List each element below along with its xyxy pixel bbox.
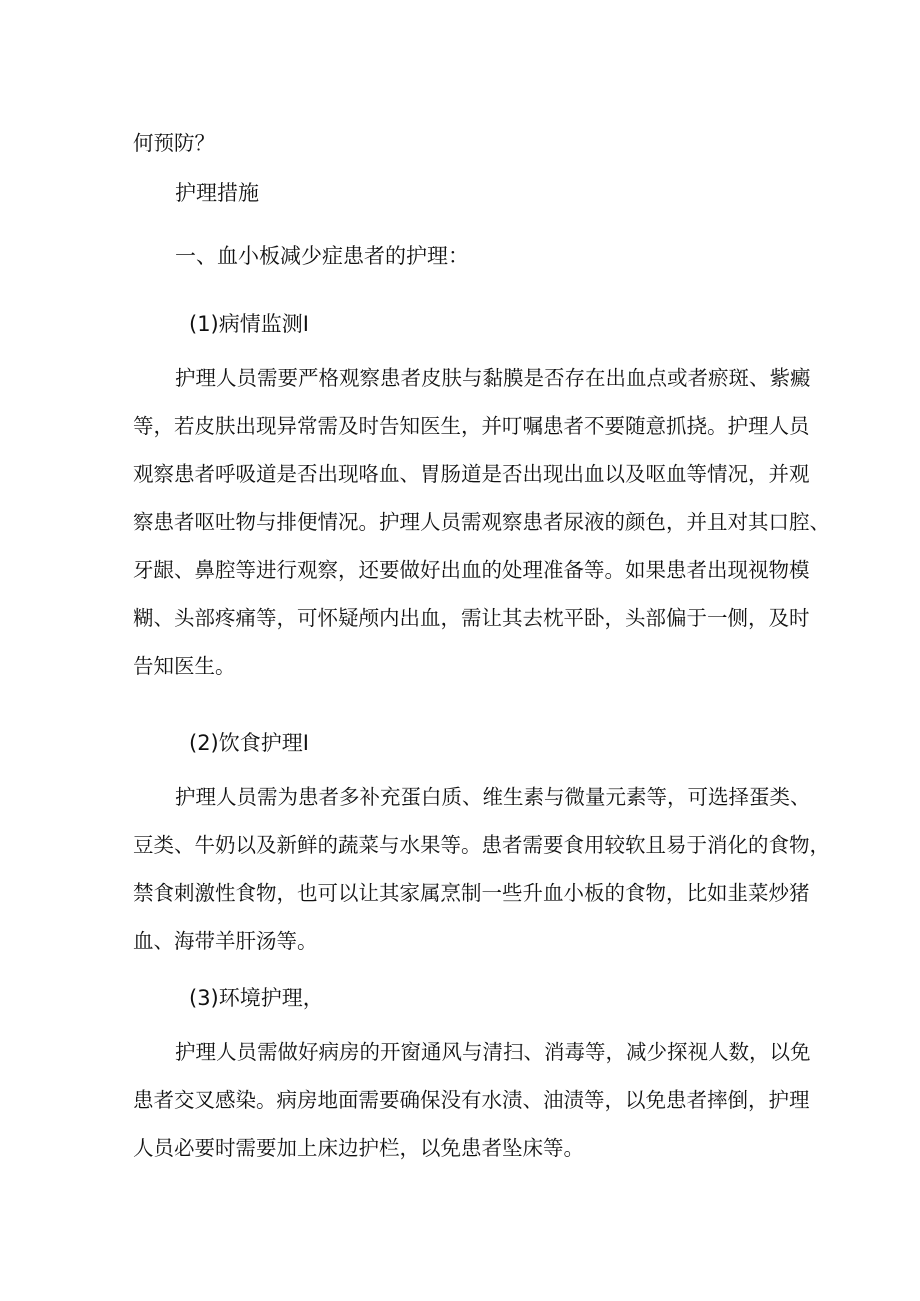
paragraph-line: 护理人员需做好病房的开窗通风与清扫、消毒等，减少探视人数，以免: [175, 1040, 811, 1064]
paragraph-line: 等，若皮肤出现异常需及时告知医生，并叮嘱患者不要随意抓挠。护理人员: [133, 414, 810, 438]
intro-fragment: 何预防？: [133, 131, 215, 155]
paragraph-line: 观察患者呼吸道是否出现咯血、胃肠道是否出现出血以及呕血等情况，并观: [133, 462, 810, 486]
paragraph-line: 糊、头部疼痛等，可怀疑颅内出血，需让其去枕平卧，头部偏于一侧，及时: [133, 606, 810, 630]
paragraph-line: 人员必要时需要加上床边护栏，以免患者坠床等。: [133, 1136, 584, 1160]
paragraph-line: 护理人员需为患者多补充蛋白质、维生素与微量元素等，可选择蛋类、: [175, 785, 811, 809]
paragraph-line: 护理人员需要严格观察患者皮肤与黏膜是否存在出血点或者瘀斑、紫癜: [175, 366, 811, 390]
section-title: 护理措施: [175, 181, 259, 205]
paragraph-line: 患者交叉感染。病房地面需要确保没有水渍、油渍等，以免患者摔倒，护理: [133, 1088, 810, 1112]
part-title: 一、血小板减少症患者的护理：: [175, 244, 469, 268]
paragraph-line: 禁食刺激性食物，也可以让其家属烹制一些升血小板的食物，比如韭菜炒猪: [133, 881, 810, 905]
paragraph-line: 告知医生。: [133, 654, 236, 678]
paragraph-line: 豆类、牛奶以及新鲜的蔬菜与水果等。患者需要食用较软且易于消化的食物，: [133, 833, 830, 857]
subsection-heading-3: (3)环境护理，: [189, 986, 324, 1010]
subsection-heading-2: (2)饮食护理I: [189, 731, 309, 755]
paragraph-line: 察患者呕吐物与排便情况。护理人员需观察患者尿液的颜色，并且对其口腔、: [133, 510, 830, 534]
paragraph-line: 血、海带羊肝汤等。: [133, 929, 318, 953]
paragraph-line: 牙龈、鼻腔等进行观察，还要做好出血的处理准备等。如果患者出现视物模: [133, 558, 810, 582]
subsection-heading-1: (1)病情监测I: [189, 312, 309, 336]
